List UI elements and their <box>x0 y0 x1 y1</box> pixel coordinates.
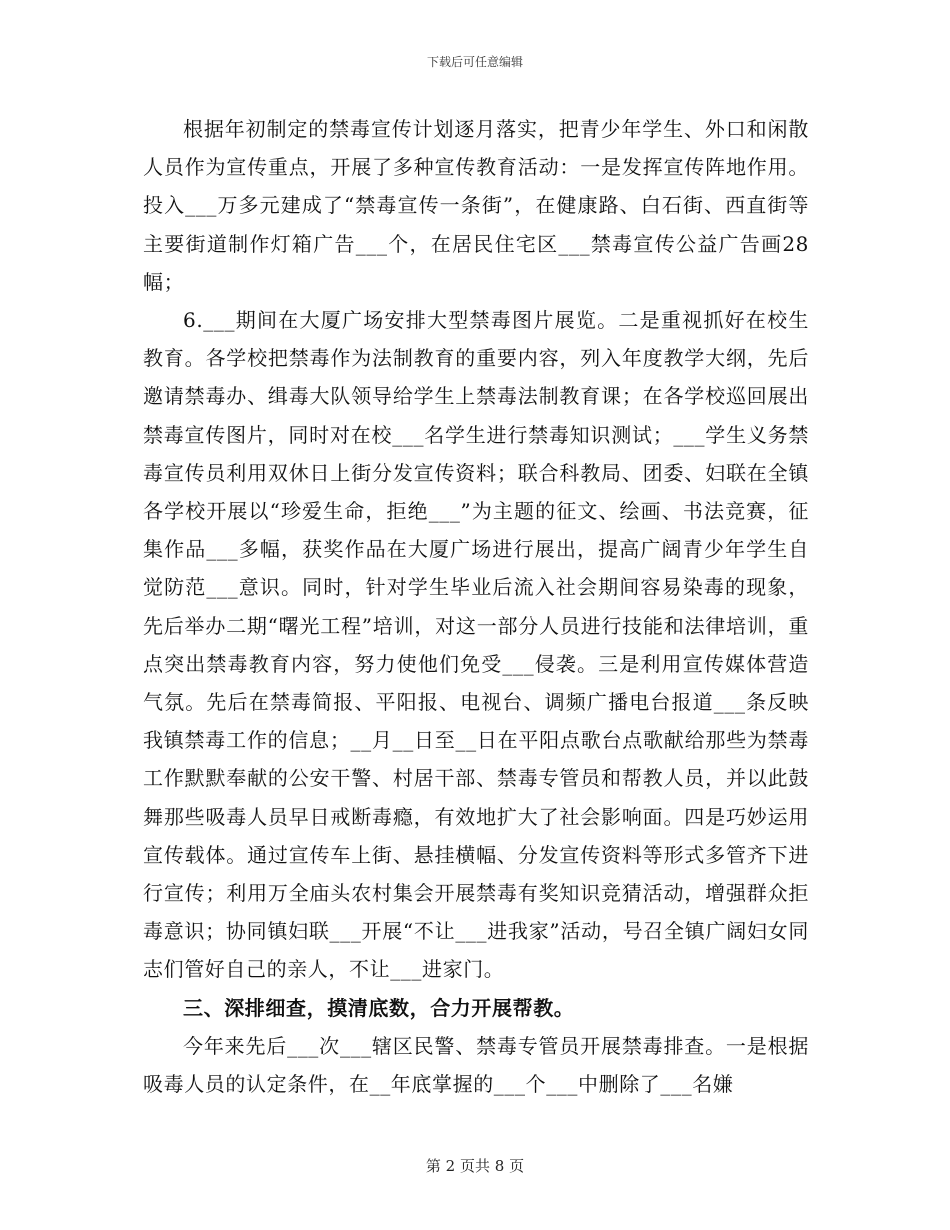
section-heading-3: 三、深排细查，摸清底数，合力开展帮教。 <box>183 995 575 1020</box>
paragraph-investigation: 今年来先后___次___辖区民警、禁毒专管员开展禁毒排查。一是根据吸毒人员的认定条件，在__年底掌握的___个___中删除了___名嫌 <box>143 1033 809 1097</box>
paragraph-school-education: 6.___期间在大厦广场安排大型禁毒图片展览。二是重视抓好在校生教育。各学校把禁毒作为法制教育的重要内容，列入年度教学大纲，先后邀请禁毒办、缉毒大队领导给学生上禁毒法制教育课；在各学校巡回展出禁毒宣传图片，同时对在校___名学生进行禁毒知识测试；___学生义务禁毒宣传员利用双休日上街分发宣传资料；联合科教局、团委、妇联在全镇各学校开展以“珍爱生命，拒绝___”为主题的征文、绘画、书法竞赛，征集作品___多幅，获奖作品在大厦广场进行展出，提高广阔青少年学生自觉防范___意识。同时，针对学生毕业后流入社会期间容易染毒的现象，先后举办二期“曙光工程”培训，对这一部分人员进行技能和法律培训，重点突出禁毒教育内容，努力使他们免受___侵袭。三是利用宣传媒体营造气氛。先后在禁毒简报、平阳报、电视台、调频广播电台报道___条反映我镇禁毒工作的信息；__月__日至__日在平阳点歌台点歌献给那些为禁毒工作默默奉献的公安干警、村居干部、禁毒专管员和帮教人员，并以此鼓舞那些吸毒人员早日戒断毒瘾，有效地扩大了社会影响面。四是巧妙运用宣传载体。通过宣传车上街、悬挂横幅、分发宣传资料等形式多管齐下进行宣传；利用万全庙头农村集会开展禁毒有奖知识竞猜活动，增强群众拒毒意识；协同镇妇联___开展“不让___进我家”活动，号召全镇广阔妇女同志们管好自己的亲人，不让___进家门。 <box>143 308 809 982</box>
page-footer: 第 2 页共 8 页 <box>425 1157 525 1175</box>
paragraph-publicity-plan: 根据年初制定的禁毒宣传计划逐月落实，把青少年学生、外口和闲散人员作为宣传重点，开展了多种宣传教育活动：一是发挥宣传阵地作用。投入___万多元建成了“禁毒宣传一条街”，在健康路、白石街、西直街等主要街道制作灯箱广告___个，在居民住宅区___禁毒宣传公益广告画28幅； <box>143 117 809 294</box>
page-header: 下载后可任意编辑 <box>426 55 523 69</box>
document-body <box>143 110 809 1103</box>
